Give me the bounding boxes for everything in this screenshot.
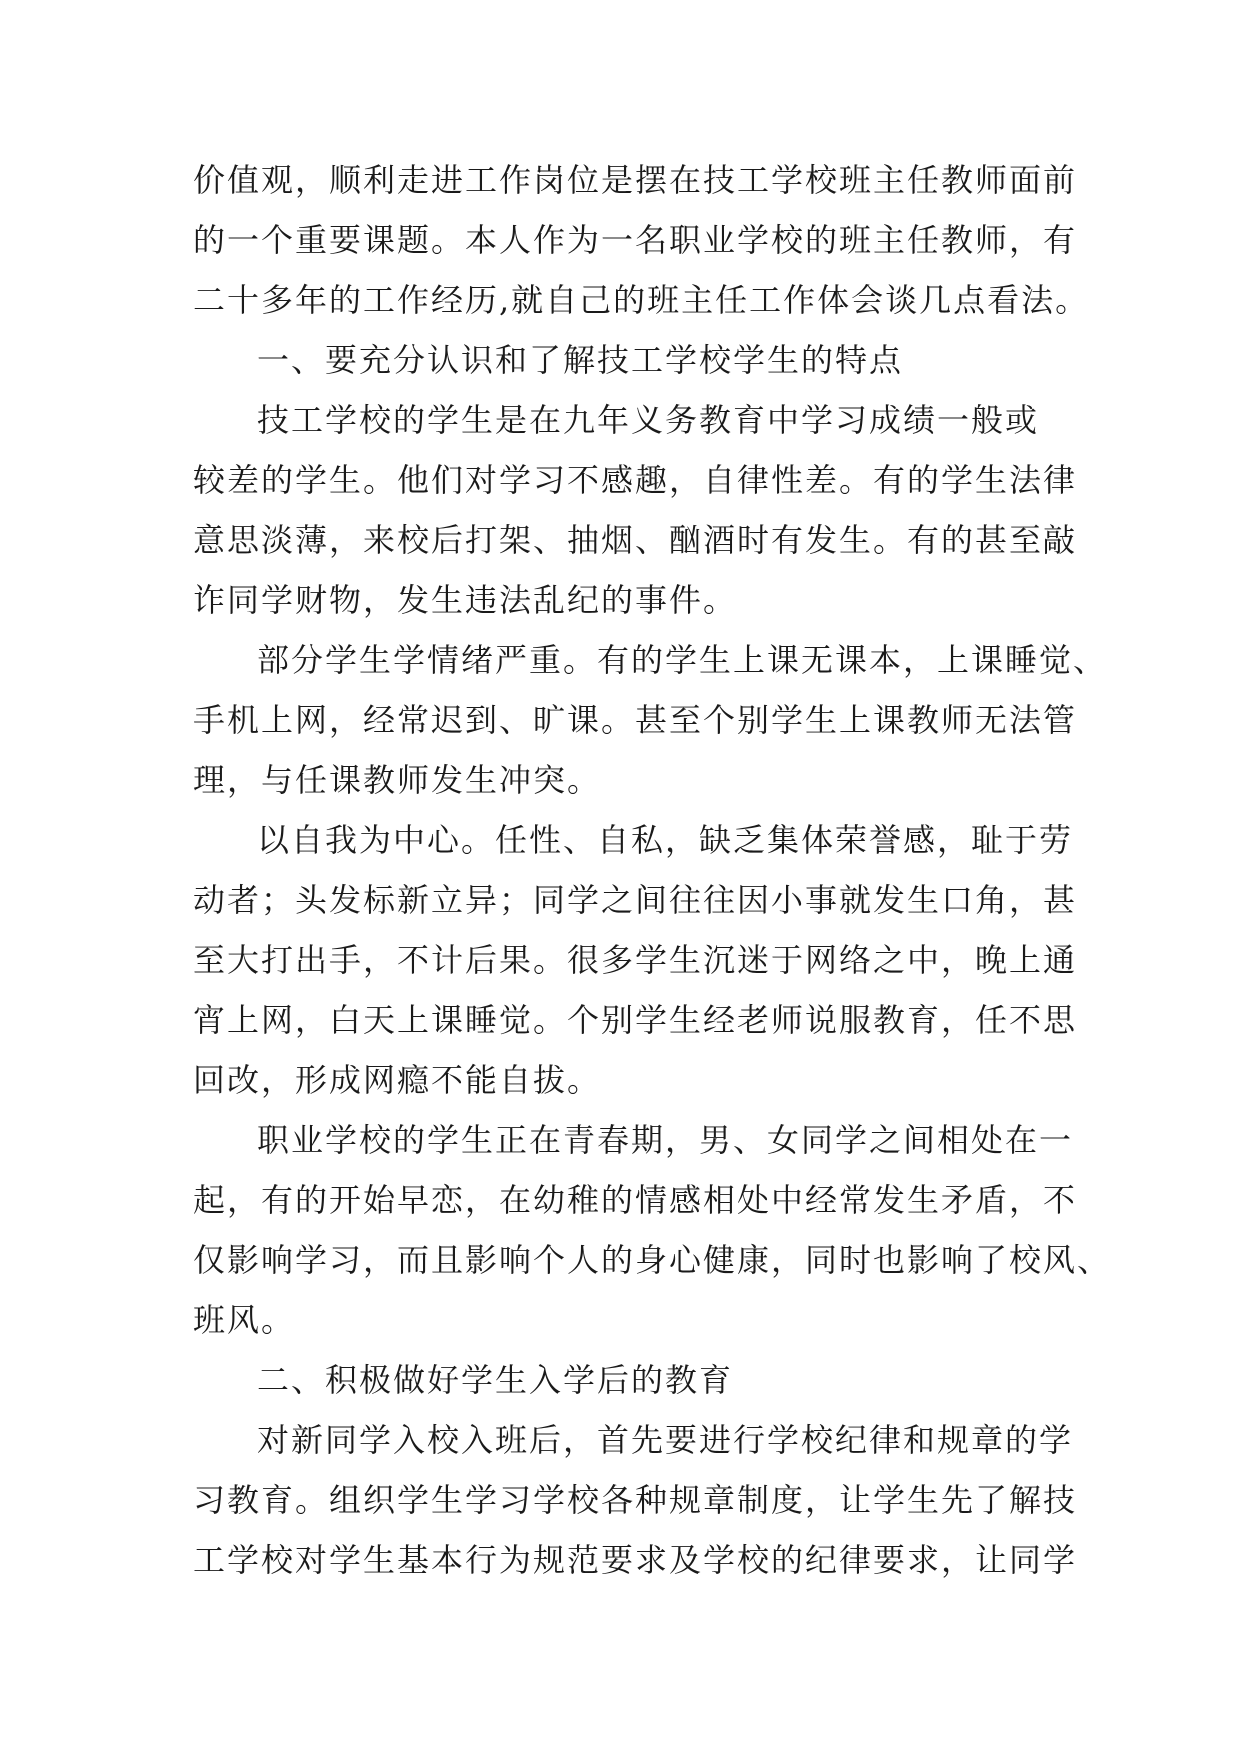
text-line: 动者；头发标新立异；同学之间往往因小事就发生口角，甚 bbox=[193, 881, 1078, 919]
text-line: 仅影响学习，而且影响个人的身心健康，同时也影响了校风、 bbox=[193, 1241, 1112, 1279]
text-line: 二十多年的工作经历,就自己的班主任工作体会谈几点看法。 bbox=[193, 281, 1090, 319]
document-body bbox=[193, 150, 1112, 1590]
text-line: 部分学生学情绪严重。有的学生上课无课本，上课睡觉、 bbox=[257, 641, 1108, 679]
text-line: 起，有的开始早恋，在幼稚的情感相处中经常发生矛盾，不 bbox=[193, 1181, 1078, 1219]
text-line: 习教育。组织学生学习学校各种规章制度，让学生先了解技 bbox=[193, 1481, 1078, 1519]
text-line: 以自我为中心。任性、自私，缺乏集体荣誉感，耻于劳 bbox=[257, 821, 1074, 859]
text-line: 技工学校的学生是在九年义务教育中学习成绩一般或 bbox=[257, 401, 1040, 439]
text-line: 宵上网，白天上课睡觉。个别学生经老师说服教育，任不思 bbox=[193, 1001, 1078, 1039]
text-line: 工学校对学生基本行为规范要求及学校的纪律要求，让同学 bbox=[193, 1541, 1078, 1579]
text-line: 价值观，顺利走进工作岗位是摆在技工学校班主任教师面前 bbox=[193, 161, 1078, 199]
text-line: 诈同学财物，发生违法乱纪的事件。 bbox=[193, 581, 738, 619]
text-line: 班风。 bbox=[193, 1301, 296, 1339]
section-heading: 一、要充分认识和了解技工学校学生的特点 bbox=[257, 341, 904, 379]
text-line: 理，与任课教师发生冲突。 bbox=[193, 761, 602, 799]
text-line: 手机上网，经常迟到、旷课。甚至个别学生上课教师无法管 bbox=[193, 701, 1078, 739]
text-line: 对新同学入校入班后，首先要进行学校纪律和规章的学 bbox=[257, 1421, 1074, 1459]
section-heading: 二、积极做好学生入学后的教育 bbox=[257, 1361, 734, 1399]
text-line: 职业学校的学生正在青春期，男、女同学之间相处在一 bbox=[257, 1121, 1074, 1159]
text-line: 的一个重要课题。本人作为一名职业学校的班主任教师，有 bbox=[193, 221, 1078, 259]
text-line: 至大打出手，不计后果。很多学生沉迷于网络之中，晚上通 bbox=[193, 941, 1078, 979]
text-line: 回改，形成网瘾不能自拔。 bbox=[193, 1061, 602, 1099]
text-line: 意思淡薄，来校后打架、抽烟、酗酒时有发生。有的甚至敲 bbox=[193, 521, 1078, 559]
text-line: 较差的学生。他们对学习不感趣，自律性差。有的学生法律 bbox=[193, 461, 1078, 499]
